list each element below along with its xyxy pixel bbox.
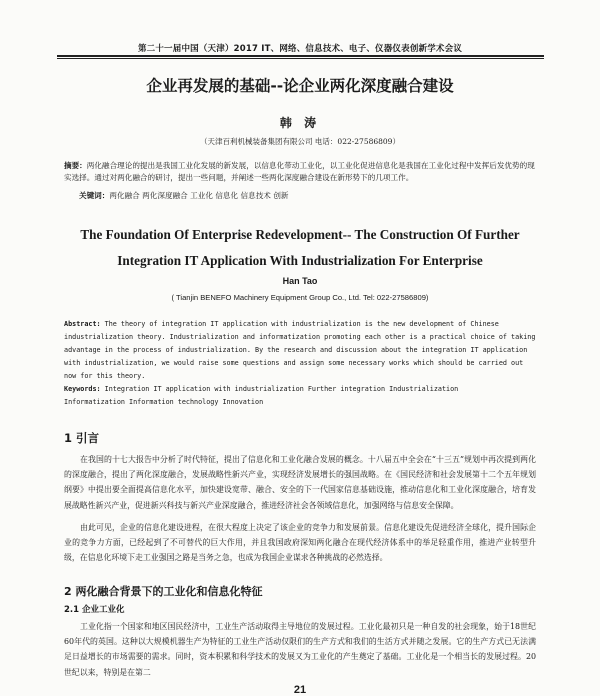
title-english-line1: The Foundation Of Enterprise Redevelopment-- The Construction Of Further: [80, 227, 520, 242]
abstract-english-line: advantage in the process of industrialization. By the research and discussion about the integration IT application: [64, 346, 528, 354]
section-1-paragraph-1: 在我国的十七大报告中分析了时代特征，提出了信息化和工业化融合发展的概念。十八届五中全会在“十三五”规划中再次提到两化的深度融合，提出了两化深度融合，发展战略性新兴产业，实现经济发展增长的强国战略。在《国民经济和社会发展第十二个五年规划纲要》中提出要全面提高信息化水平，加快建设宽带、融合、安全的下一代国家信息基础设施，推动信息化和工业化深度融合，培育发展战略性新兴产业，促进新兴科技与新兴产业深度融合，推进经济社会各领域信息化，加强网络与信息安全保障。: [64, 455, 536, 510]
keywords-chinese: [79, 190, 289, 201]
affiliation-english: ( Tianjin BENEFO Machinery Equipment Group Co., Ltd. Tel: 022-27586809): [171, 293, 429, 302]
affiliation-chinese: （天津百利机械装备集团有限公司 电话：022-27586809）: [200, 137, 400, 146]
abstract-english-label: Abstract:: [64, 320, 101, 328]
section-2-heading: 2 两化融合背景下的工业化和信息化特征: [64, 585, 263, 598]
keywords-english-label: Keywords:: [64, 385, 101, 393]
section-2-1-heading: 2.1 企业工业化: [64, 605, 125, 615]
section-1-paragraph-2: 由此可见，企业的信息化建设进程，在很大程度上决定了该企业的竞争力和发展前景。信息化建设先促进经济全球化，提升国际企业的竞争力方面，已经起到了不可替代的巨大作用，并且我国政府深知两化融合在现代经济体系中的举足轻重作用，推进产业转型升级，在信息化环境下走工业强国之路是当务之急，也成为我国企业谋求各种挑战的必然选择。: [64, 523, 536, 563]
header-rule-thin: [57, 58, 544, 59]
header-rule-thick: [57, 55, 544, 57]
abstract-chinese-text: 两化融合理论的提出是我国工业化发展的新发展，以信息化带动工业化，以工业化促进信息化是我国在工业化过程中发挥后发优势的现实选择。通过对两化融合的研讨，提出一些问题，并阐述一些两化深度融合建设在新形势下的几项工作。: [64, 161, 535, 182]
author-chinese: 韩 涛: [279, 116, 321, 130]
abstract-chinese: [64, 160, 536, 184]
abstract-chinese-label: 摘要：: [64, 161, 87, 170]
title-chinese: 企业再发展的基础--论企业两化深度融合建设: [146, 77, 454, 95]
abstract-english-line: now for this theory.: [64, 372, 146, 380]
abstract-english-line: The theory of integration IT application with industrialization is the new development of Chinese: [100, 320, 499, 328]
keywords-chinese-text: 两化融合 两化深度融合 工业化 信息化 信息技术 创新: [109, 191, 289, 200]
title-english-line2: Integration IT Application With Industrialization For Enterprise: [117, 253, 483, 268]
abstract-english-line: with industrialization, we would raise some questions and assign some necessary works which should be carried out: [64, 359, 524, 367]
section-1-heading: 1 引言: [64, 431, 100, 445]
abstract-english-line: industrialization theory. Industrialization and informatization promoting each other is a practical choice of taking: [64, 333, 536, 341]
page-number: 21: [293, 684, 307, 696]
keywords-chinese-label: 关键词：: [79, 191, 110, 200]
keywords-english-line: Integration IT application with industrialization Further integration Industrialization: [100, 385, 459, 393]
abstract-english: [64, 318, 539, 409]
author-english: Han Tao: [282, 276, 318, 286]
keywords-english-line: Informatization Information technology Innovation: [64, 398, 264, 406]
conference-header: 第二十一届中国（天津）2017 IT、网络、信息技术、电子、仪器仪表创新学术会议: [137, 44, 463, 54]
section-2-1-paragraph: 工业化指一个国家和地区国民经济中，工业生产活动取得主导地位的发展过程。工业化最初只是一种自发的社会现象，始于18世纪60年代的英国。这种以大规模机器生产为特征的工业生产活动仅限们的生产方式和我们的生活方式并随之发展。它的生产方式已无法满足日益增长的市场需要的需求。同时，资本积累和科学技术的发展又为工业化的产生奠定了基础。工业化是一个相当长的发展过程。20世纪以来，特别是在第二: [64, 622, 536, 677]
